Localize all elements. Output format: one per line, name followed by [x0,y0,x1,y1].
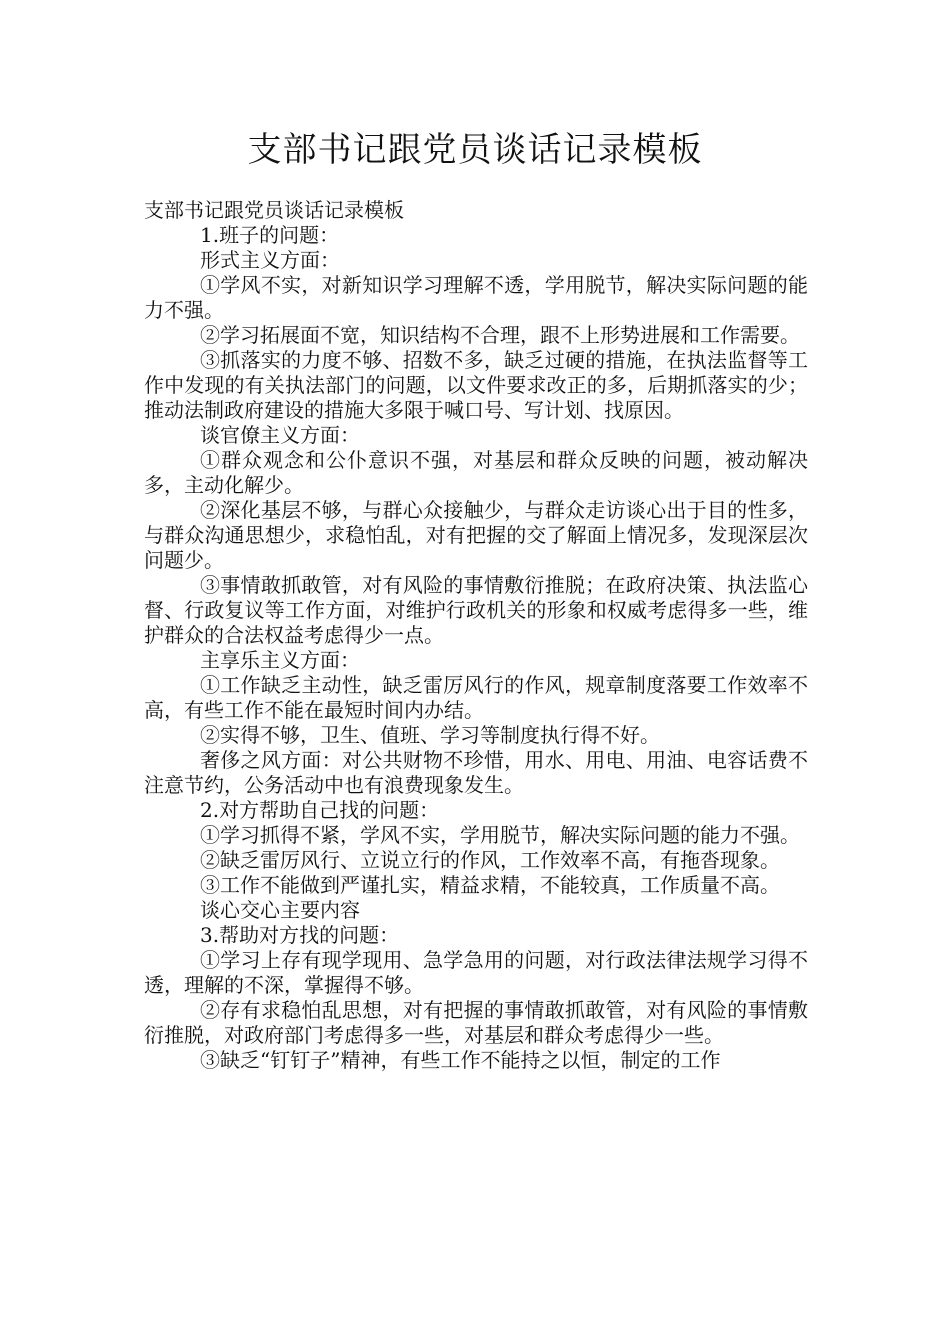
paragraph: 奢侈之风方面：对公共财物不珍惜，用水、用电、用油、电容话费不注意节约，公务活动中也有浪费现象发生。 [144,748,808,797]
paragraph: ②深化基层不够，与群心众接触少，与群众走访谈心出于目的性多，与群众沟通思想少，求稳怕乱，对有把握的交了解面上情况多，发现深层次问题少。 [144,498,808,572]
section-heading: 1.班子的问题： [200,223,340,247]
paragraph: ①学习抓得不紧，学风不实，学用脱节，解决实际问题的能力不强。 [200,823,800,847]
section-heading: 3.帮助对方找的问题： [200,923,400,947]
paragraph: ③事情敢抓敢管，对有风险的事情敷衍推脱；在政府决策、执法监心督、行政复议等工作方面，对维护行政机关的形象和权威考虑得多一些，维护群众的合法权益考虑得少一点。 [144,573,808,647]
paragraph: ②存有求稳怕乱思想，对有把握的事情敢抓敢管，对有风险的事情敷衍推脱，对政府部门考虑得多一些，对基层和群众考虑得少一些。 [144,998,808,1047]
document-title: 支部书记跟党员谈话记录模板 [247,130,703,170]
subsection-heading: 形式主义方面： [200,248,340,272]
document-body [144,198,808,1073]
section-heading: 2.对方帮助自己找的问题： [200,798,440,822]
paragraph: ①学风不实，对新知识学习理解不透，学用脱节，解决实际问题的能力不强。 [144,273,808,322]
paragraph: ②学习拓展面不宽，知识结构不合理，跟不上形势进展和工作需要。 [200,323,800,347]
paragraph: ②缺乏雷厉风行、立说立行的作风，工作效率不高，有拖沓现象。 [200,848,780,872]
subsection-heading: 谈官僚主义方面： [200,423,360,447]
document-subtitle: 支部书记跟党员谈话记录模板 [144,198,404,222]
section-heading: 谈心交心主要内容 [200,898,360,922]
paragraph: ③抓落实的力度不够、招数不多，缺乏过硬的措施，在执法监督等工作中发现的有关执法部门的问题，以文件要求改正的多，后期抓落实的少；推动法制政府建设的措施大多限于喊口号、写计划、找原因。 [144,348,808,422]
paragraph: ③工作不能做到严谨扎实，精益求精，不能较真，工作质量不高。 [200,873,780,897]
paragraph: ③缺乏“钉钉子”精神，有些工作不能持之以恒，制定的工作 [200,1048,721,1072]
paragraph: ①群众观念和公仆意识不强，对基层和群众反映的问题，被动解决多，主动化解少。 [144,448,808,497]
subsection-heading: 主享乐主义方面： [200,648,360,672]
paragraph: ①学习上存有现学现用、急学急用的问题，对行政法律法规学习得不透，理解的不深，掌握得不够。 [144,948,808,997]
paragraph: ①工作缺乏主动性，缺乏雷厉风行的作风，规章制度落要工作效率不高，有些工作不能在最短时间内办结。 [144,673,808,722]
paragraph: ②实得不够，卫生、值班、学习等制度执行得不好。 [200,723,660,747]
